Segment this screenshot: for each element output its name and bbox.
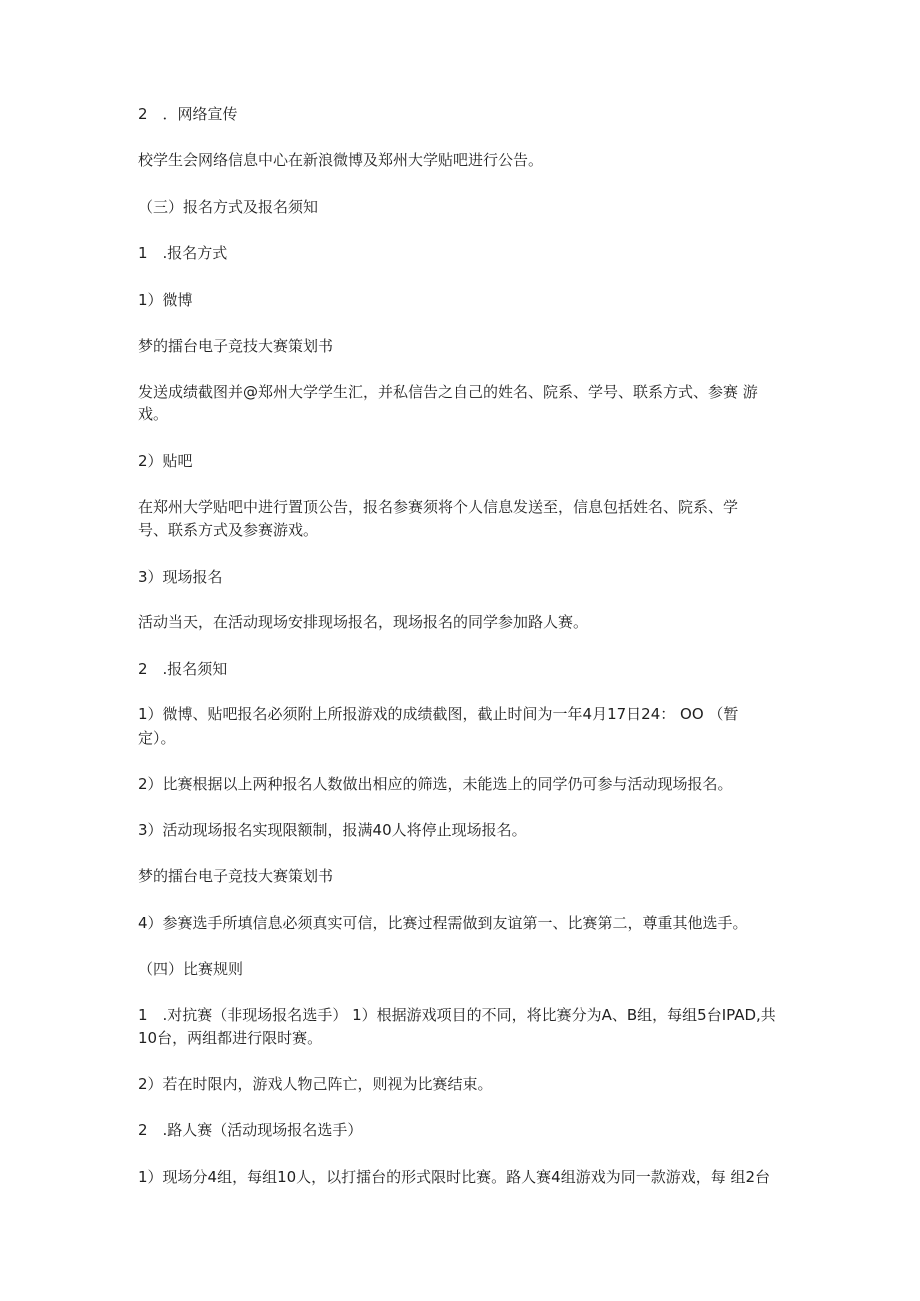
paragraph-line: 1）现场分4组，每组10人，以打擂台的形式限时比赛。路人赛4组游戏为同一款游戏，每 组2台 xyxy=(138,1168,771,1186)
list-heading: 2 .报名须知 xyxy=(138,660,228,678)
list-item: 1）微博 xyxy=(138,291,193,309)
list-item: 2）贴吧 xyxy=(138,452,193,470)
paragraph-line: 10台，两组都进行限时赛。 xyxy=(138,1029,323,1047)
list-item: 2）比赛根据以上两种报名人数做出相应的筛选，未能选上的同学仍可参与活动现场报名。 xyxy=(138,775,733,793)
paragraph: 校学生会网络信息中心在新浪微博及郑州大学贴吧进行公告。 xyxy=(138,151,544,169)
running-header: 梦的擂台电子竞技大赛策划书 xyxy=(138,337,334,355)
list-item: 3）现场报名 xyxy=(138,568,223,586)
paragraph-line: 号、联系方式及参赛游戏。 xyxy=(138,521,319,539)
paragraph-line: 1）微博、贴吧报名必须附上所报游戏的成绩截图，截止时间为一年4月17日24： OO （暂 xyxy=(138,705,739,723)
list-heading: 1 .报名方式 xyxy=(138,244,228,262)
list-item: 2）若在时限内，游戏人物己阵亡，则视为比赛结束。 xyxy=(138,1075,493,1093)
running-header: 梦的擂台电子竞技大赛策划书 xyxy=(138,867,334,885)
section-heading: （三）报名方式及报名须知 xyxy=(138,198,319,216)
section-heading: （四）比赛规则 xyxy=(138,960,244,978)
paragraph-line: 1 .对抗赛（非现场报名选手） 1）根据游戏项目的不同，将比赛分为A、B组，每组5台IPAD,共 xyxy=(138,1006,776,1024)
list-heading-network-promotion: 2 ．网络宣传 xyxy=(138,105,238,123)
paragraph-line: 发送成绩截图并@郑州大学学生汇，并私信告之自己的姓名、院系、学号、联系方式、参赛 游 xyxy=(138,383,758,401)
list-item: 4）参赛选手所填信息必须真实可信，比赛过程需做到友谊第一、比赛第二，尊重其他选手。 xyxy=(138,914,748,932)
paragraph-line: 戏。 xyxy=(138,405,169,423)
paragraph: 活动当天，在活动现场安排现场报名，现场报名的同学参加路人赛。 xyxy=(138,613,589,631)
list-item: 3）活动现场报名实现限额制，报满40人将停止现场报名。 xyxy=(138,821,527,839)
list-heading: 2 .路人赛（活动现场报名选手） xyxy=(138,1121,363,1139)
paragraph-line: 定）。 xyxy=(138,729,176,747)
paragraph-line: 在郑州大学贴吧中进行置顶公告，报名参赛须将个人信息发送至，信息包括姓名、院系、学 xyxy=(138,498,739,516)
